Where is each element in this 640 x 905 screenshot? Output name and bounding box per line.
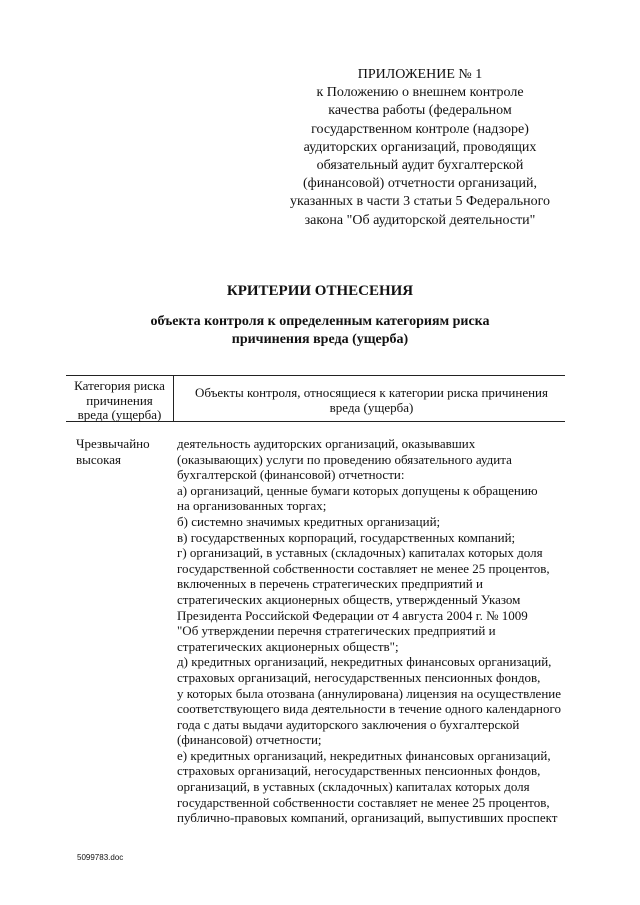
description-line: г) организаций, в уставных (складочных) капиталах которых доля	[177, 545, 543, 561]
description-line: страховых организаций, негосударственных пенсионных фондов,	[177, 669, 541, 685]
annex-line: к Положению о внешнем контроле	[316, 85, 524, 101]
header-line: вреда (ущерба)	[329, 399, 414, 415]
table-top-rule	[66, 375, 565, 376]
description-line: "Об утверждении перечня стратегических предприятий и	[177, 623, 496, 639]
header-line: Объекты контроля, относящиеся к категории риска причинения	[195, 385, 548, 400]
table-header-divider	[173, 375, 174, 421]
annex-line: аудиторских организаций, проводящих	[303, 139, 537, 155]
description-line: года с даты выдачи аудиторского заключения о бухгалтерской	[177, 716, 520, 732]
description-line: соответствующего вида деятельности в течение одного календарного	[177, 701, 562, 717]
header-line: причинения	[86, 392, 153, 408]
description-line: б) системно значимых кредитных организаций;	[177, 513, 441, 529]
description-line: е) кредитных организаций, некредитных финансовых организаций,	[177, 747, 551, 763]
description-line: д) кредитных организаций, некредитных финансовых организаций,	[177, 654, 552, 670]
annex-line: ПРИЛОЖЕНИЕ № 1	[357, 67, 483, 82]
document-title: КРИТЕРИИ ОТНЕСЕНИЯ	[226, 283, 414, 299]
annex-line: (финансовой) отчетности организаций,	[303, 176, 537, 192]
description-line: государственной собственности составляет не менее 25 процентов,	[177, 794, 550, 810]
header-line: вреда (ущерба)	[77, 407, 162, 422]
description-line: бухгалтерской (финансовой) отчетности:	[177, 467, 405, 483]
annex-line: качества работы (федеральном	[328, 103, 512, 119]
description-line: в) государственных корпораций, государственных компаний;	[177, 529, 516, 545]
description-line: организаций, в уставных (складочных) капиталах которых доля	[177, 779, 530, 795]
description-line: (оказывающих) услуги по проведению обязательного аудита	[177, 451, 512, 467]
description-line: государственной собственности составляет не менее 25 процентов,	[177, 560, 550, 576]
header-line: Категория риска	[74, 378, 165, 393]
document-subtitle	[0, 313, 640, 348]
subtitle-line: причинения вреда (ущерба)	[231, 331, 409, 347]
header-control-objects	[178, 386, 565, 415]
row-category-cell	[76, 436, 166, 467]
description-line: а) организаций, ценные бумаги которых допущены к обращению	[177, 482, 538, 498]
description-line: публично-правовых компаний, организаций, выпустивших проспект	[177, 810, 558, 826]
category-line: высокая	[76, 451, 122, 467]
description-line: деятельность аудиторских организаций, оказывавших	[177, 436, 476, 451]
file-reference: 5099783.doc	[77, 853, 124, 862]
description-line: страховых организаций, негосударственных пенсионных фондов,	[177, 763, 541, 779]
description-line: включенных в перечень стратегических предприятий и	[177, 576, 483, 592]
description-line: стратегических акционерных обществ";	[177, 638, 399, 654]
description-line: стратегических акционерных обществ, утвержденный Указом	[177, 591, 521, 607]
description-line: на организованных торгах;	[177, 498, 327, 514]
annex-header	[265, 66, 575, 230]
header-risk-category	[66, 379, 173, 423]
description-line: Президента Российской Федерации от 4 августа 2004 г. № 1009	[177, 607, 528, 623]
annex-line: государственном контроле (надзоре)	[311, 121, 529, 137]
description-line: (финансовой) отчетности;	[177, 732, 322, 748]
annex-line: указанных в части 3 статьи 5 Федерального	[290, 194, 550, 210]
description-line: у которых была отозвана (аннулирована) лицензия на осуществление	[177, 685, 562, 701]
row-description-cell	[177, 436, 567, 826]
annex-line: обязательный аудит бухгалтерской	[316, 158, 524, 174]
category-line: Чрезвычайно	[76, 436, 150, 451]
annex-line: закона "Об аудиторской деятельности"	[304, 212, 536, 228]
subtitle-line: объекта контроля к определенным категориям риска	[150, 314, 490, 329]
